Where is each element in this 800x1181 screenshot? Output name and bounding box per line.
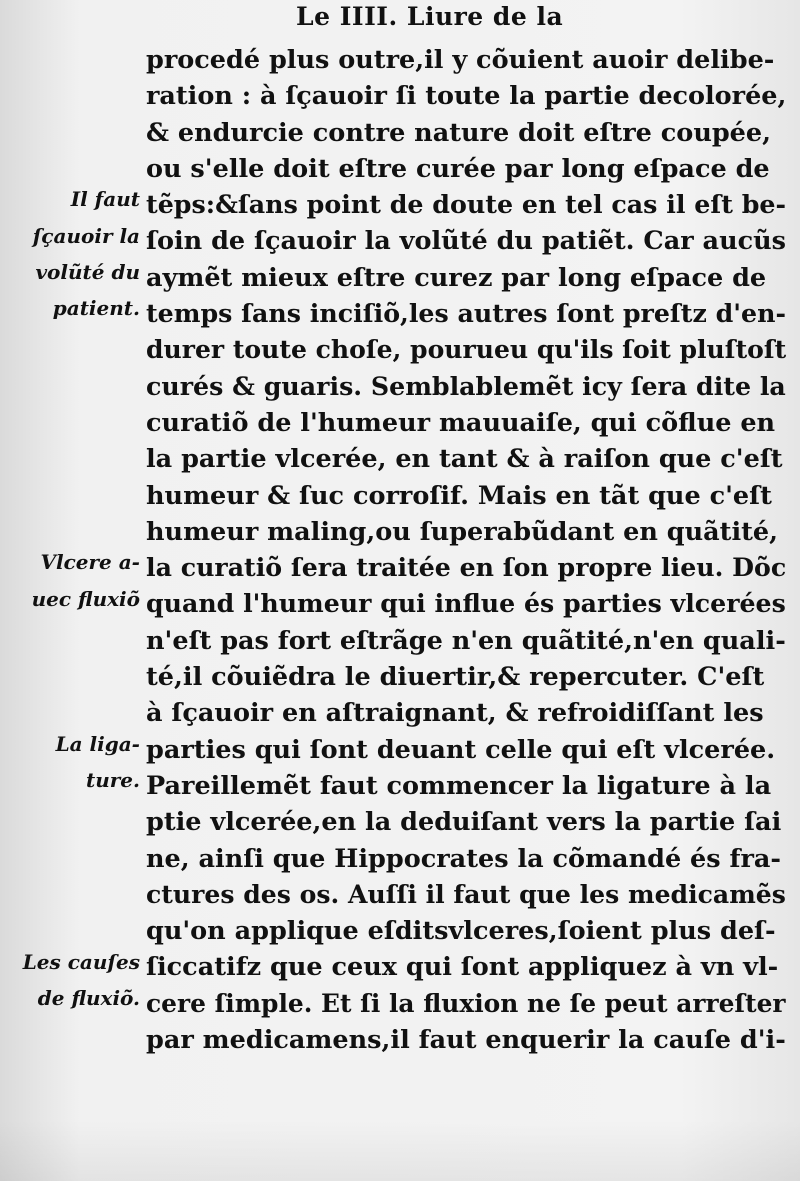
margin-note xyxy=(18,907,146,943)
margin-note xyxy=(18,617,146,653)
margin-note xyxy=(18,436,146,472)
text-line: té,il cõuiẽdra le diuertir,& repercuter. C'eſt xyxy=(146,662,765,693)
margin-note: de fluxiõ. xyxy=(37,986,140,1011)
margin-note xyxy=(18,690,146,726)
margin-note xyxy=(18,145,146,181)
margin-note xyxy=(18,835,146,871)
text-line: ſoin de ſçauoir la volũté du patiẽt. Car aucũs xyxy=(146,226,787,257)
text-line: tẽps:&ſans point de doute en tel cas il eſt be- xyxy=(146,190,787,221)
text-line: ou s'elle doit eſtre curée par long eſpace de xyxy=(146,153,770,184)
text-line: curés & guaris. Semblablemẽt icy ſera dite la xyxy=(146,371,786,402)
text-line: ration : à ſçauoir ſi toute la partie decolorée, xyxy=(146,81,787,112)
margin-note xyxy=(18,472,146,508)
text-line: à ſçauoir en aſtraignant, & refroidiſſant les xyxy=(146,698,764,729)
text-line: cere ſimple. Et ſi la fluxion ne ſe peut arreſter xyxy=(146,988,786,1019)
margin-note xyxy=(18,73,146,109)
text-line: la curatiõ ſera traitée en ſon propre lieu. Dõc xyxy=(146,553,787,584)
text-line: ſiccatifz que ceux qui ſont appliquez à vn vl- xyxy=(146,952,779,983)
margin-note: La liga- xyxy=(55,731,140,756)
margin-note: ture. xyxy=(85,768,140,793)
margin-note: Les cauſes xyxy=(22,949,140,974)
text-line: & endurcie contre nature doit eſtre coupée, xyxy=(146,117,772,148)
text-line: curatiõ de l'humeur mauuaiſe, qui cõflue en xyxy=(146,407,776,438)
margin-note: Il faut xyxy=(70,187,140,212)
margin-note xyxy=(18,363,146,399)
text-line: ptie vlcerée,en la deduiſant vers la partie ſai xyxy=(146,807,782,838)
text-line: parties qui ſont deuant celle qui eſt vlcerée. xyxy=(146,734,776,765)
text-line: qu'on applique eſditsvlceres,ſoient plus deſ- xyxy=(146,916,776,947)
margin-note xyxy=(18,799,146,835)
text-line: procedé plus outre,il y cõuient auoir delibe- xyxy=(146,45,775,75)
margin-note: patient. xyxy=(52,296,140,321)
text-line: temps ſans inciſiõ,les autres ſont preſtz d'en- xyxy=(146,299,786,330)
text-line: ctures des os. Auſſi il faut que les medicamẽs xyxy=(146,879,786,910)
margin-note xyxy=(18,399,146,435)
text-line: ne, ainſi que Hippocrates la cõmandé és fra- xyxy=(146,843,782,874)
margin-note xyxy=(18,109,146,145)
text-line: durer toute choſe, pourueu qu'ils ſoit pluſtoſt xyxy=(146,335,787,366)
text-line: humeur maling,ou ſuperabũdant en quãtité, xyxy=(146,516,779,547)
margin-note xyxy=(18,36,146,72)
margin-note xyxy=(18,508,146,544)
text-line: aymẽt mieux eſtre curez par long eſpace de xyxy=(146,262,767,293)
text-line: Pareillemẽt faut commencer la ligature à la xyxy=(146,770,772,801)
text-line: humeur & ſuc corroſif. Mais en tãt que c'eſt xyxy=(146,480,772,511)
margin-note xyxy=(18,327,146,363)
margin-note xyxy=(18,0,146,36)
running-head: Le IIII. Liure de la xyxy=(296,2,564,31)
margin-note: ſçauoir la xyxy=(32,223,140,248)
page-bottom-shadow xyxy=(0,1120,800,1181)
text-line: quand l'humeur qui influe és parties vlcerées xyxy=(146,589,786,620)
margin-note: uec fluxiõ xyxy=(31,586,140,611)
body-text xyxy=(146,42,787,1058)
margin-note: Vlcere a- xyxy=(40,550,140,575)
text-line: n'eſt pas fort eſtrãge n'en quãtité,n'en quali- xyxy=(146,625,786,656)
margin-note xyxy=(18,871,146,907)
margin-notes xyxy=(18,0,146,1016)
text-line: par medicamens,il faut enquerir la cauſe d'i- xyxy=(146,1025,786,1056)
text-line: la partie vlcerée, en tant & à raiſon que c'eſt xyxy=(146,444,783,475)
margin-note: volũté du xyxy=(35,260,140,285)
margin-note xyxy=(18,653,146,689)
